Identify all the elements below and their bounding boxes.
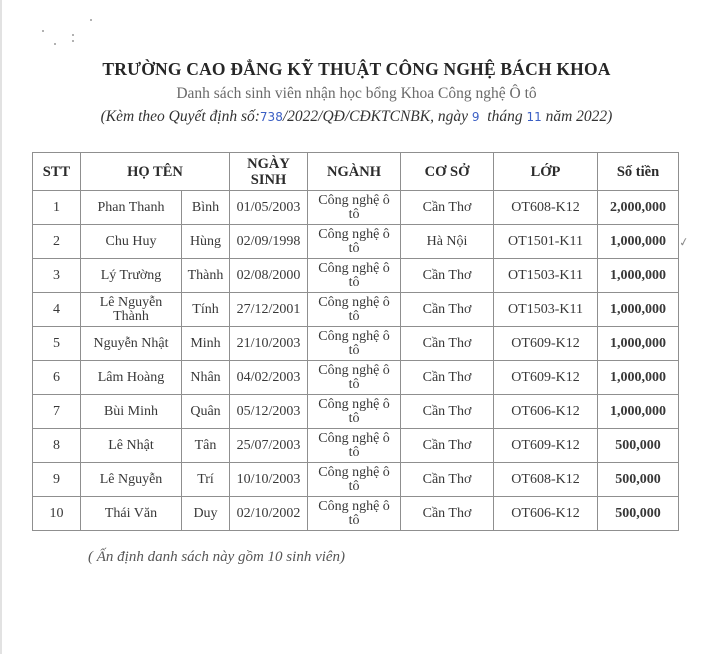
row-stt: 4: [33, 293, 81, 327]
row-lop: OT1503-K11: [494, 259, 598, 293]
row-stt: 7: [33, 395, 81, 429]
row-so-tien: 500,000: [598, 463, 679, 497]
row-lop: OT606-K12: [494, 395, 598, 429]
row-ten: Duy: [182, 497, 230, 531]
row-so-tien: 1,000,000: [598, 259, 679, 293]
row-ngay-sinh: 02/10/2002: [230, 497, 308, 531]
row-ngay-sinh: 01/05/2003: [230, 191, 308, 225]
table-row: [33, 497, 679, 531]
row-ngay-sinh: 21/10/2003: [230, 327, 308, 361]
row-ten: Tính: [182, 293, 230, 327]
row-so-tien: 1,000,000: [598, 327, 679, 361]
handwritten-tick-icon: ✓: [677, 234, 691, 250]
row-stt: 6: [33, 361, 81, 395]
row-ho: Thái Văn: [81, 497, 182, 531]
row-ten: Tân: [182, 429, 230, 463]
table-row: [33, 293, 679, 327]
row-ten: Bình: [182, 191, 230, 225]
row-ten: Nhân: [182, 361, 230, 395]
row-so-tien: 1,000,000: [598, 395, 679, 429]
row-lop: OT608-K12: [494, 463, 598, 497]
row-ngay-sinh: 02/09/1998: [230, 225, 308, 259]
table-row: [33, 225, 679, 259]
row-ho: Lâm Hoàng: [81, 361, 182, 395]
row-co-so: Cần Thơ: [401, 361, 494, 395]
column-header-nganh: NGÀNH: [308, 153, 401, 191]
table-row: [33, 361, 679, 395]
decision-reference: [0, 108, 713, 126]
row-ho: Lê Nguyễn Thành: [81, 293, 182, 327]
row-so-tien: 1,000,000: [598, 293, 679, 327]
column-header-co-so: CƠ SỞ: [401, 153, 494, 191]
row-so-tien: 500,000: [598, 497, 679, 531]
row-co-so: Hà Nội: [401, 225, 494, 259]
row-nganh: Công nghệ ô tô: [308, 463, 401, 497]
row-ten: Minh: [182, 327, 230, 361]
row-lop: OT609-K12: [494, 361, 598, 395]
row-nganh: Công nghệ ô tô: [308, 293, 401, 327]
table-header-row: [33, 153, 679, 191]
document-subtitle: Danh sách sinh viên nhận học bổng Khoa Công nghệ Ô tô: [176, 85, 537, 102]
table-row: [33, 191, 679, 225]
row-co-so: Cần Thơ: [401, 395, 494, 429]
row-stt: 1: [33, 191, 81, 225]
row-ho: Bùi Minh: [81, 395, 182, 429]
row-nganh: Công nghệ ô tô: [308, 497, 401, 531]
row-co-so: Cần Thơ: [401, 463, 494, 497]
row-lop: OT609-K12: [494, 429, 598, 463]
table-row: [33, 395, 679, 429]
row-nganh: Công nghệ ô tô: [308, 259, 401, 293]
row-ten: Trí: [182, 463, 230, 497]
column-header-stt: STT: [33, 153, 81, 191]
column-header-so-tien: Số tiền: [598, 153, 679, 191]
row-so-tien: 2,000,000: [598, 191, 679, 225]
row-stt: 3: [33, 259, 81, 293]
row-ho: Lê Nhật: [81, 429, 182, 463]
row-co-so: Cần Thơ: [401, 429, 494, 463]
decision-month-label: tháng: [487, 108, 523, 125]
column-header-lop: LỚP: [494, 153, 598, 191]
row-ten: Thành: [182, 259, 230, 293]
row-nganh: Công nghệ ô tô: [308, 429, 401, 463]
row-nganh: Công nghệ ô tô: [308, 327, 401, 361]
row-lop: OT1503-K11: [494, 293, 598, 327]
row-co-so: Cần Thơ: [401, 497, 494, 531]
row-ngay-sinh: 25/07/2003: [230, 429, 308, 463]
footer-note: ( Ấn định danh sách này gồm 10 sinh viên): [88, 549, 346, 565]
row-ngay-sinh: 04/02/2003: [230, 361, 308, 395]
row-so-tien: 1,000,000: [598, 225, 679, 259]
row-nganh: Công nghệ ô tô: [308, 225, 401, 259]
row-ho: Chu Huy: [81, 225, 182, 259]
row-so-tien: 500,000: [598, 429, 679, 463]
row-ngay-sinh: 02/08/2000: [230, 259, 308, 293]
school-title: TRƯỜNG CAO ĐẲNG KỸ THUẬT CÔNG NGHỆ BÁCH KHOA: [102, 59, 611, 79]
row-ho: Nguyễn Nhật: [81, 327, 182, 361]
decision-prefix: (Kèm theo Quyết định số:: [100, 108, 260, 125]
row-nganh: Công nghệ ô tô: [308, 395, 401, 429]
row-lop: OT606-K12: [494, 497, 598, 531]
row-stt: 8: [33, 429, 81, 463]
decision-month-handwritten: 11: [526, 110, 542, 124]
row-ten: Quân: [182, 395, 230, 429]
row-stt: 10: [33, 497, 81, 531]
decision-day-handwritten: 9: [471, 110, 480, 124]
scholarship-table: [32, 152, 679, 531]
table-row: [33, 429, 679, 463]
scan-specks: [36, 16, 96, 46]
table-row: [33, 463, 679, 497]
row-ngay-sinh: 10/10/2003: [230, 463, 308, 497]
row-nganh: Công nghệ ô tô: [308, 191, 401, 225]
decision-middle: /2022/QĐ/CĐKTCNBK, ngày: [282, 108, 468, 125]
row-lop: OT608-K12: [494, 191, 598, 225]
row-stt: 5: [33, 327, 81, 361]
row-nganh: Công nghệ ô tô: [308, 361, 401, 395]
row-stt: 9: [33, 463, 81, 497]
row-ho: Lê Nguyễn: [81, 463, 182, 497]
row-ngay-sinh: 27/12/2001: [230, 293, 308, 327]
row-co-so: Cần Thơ: [401, 327, 494, 361]
row-lop: OT1501-K11: [494, 225, 598, 259]
row-stt: 2: [33, 225, 81, 259]
row-lop: OT609-K12: [494, 327, 598, 361]
row-ngay-sinh: 05/12/2003: [230, 395, 308, 429]
row-co-so: Cần Thơ: [401, 259, 494, 293]
row-so-tien: 1,000,000: [598, 361, 679, 395]
table-row: [33, 327, 679, 361]
table-row: [33, 259, 679, 293]
decision-number-handwritten: 738: [259, 110, 283, 124]
row-ho: Phan Thanh: [81, 191, 182, 225]
row-ten: Hùng: [182, 225, 230, 259]
decision-suffix: năm 2022): [545, 108, 613, 125]
column-header-ngay-sinh: NGÀY SINH: [230, 153, 308, 191]
row-co-so: Cần Thơ: [401, 293, 494, 327]
row-ho: Lý Trường: [81, 259, 182, 293]
column-header-ho-ten: HỌ TÊN: [81, 153, 230, 191]
row-co-so: Cần Thơ: [401, 191, 494, 225]
